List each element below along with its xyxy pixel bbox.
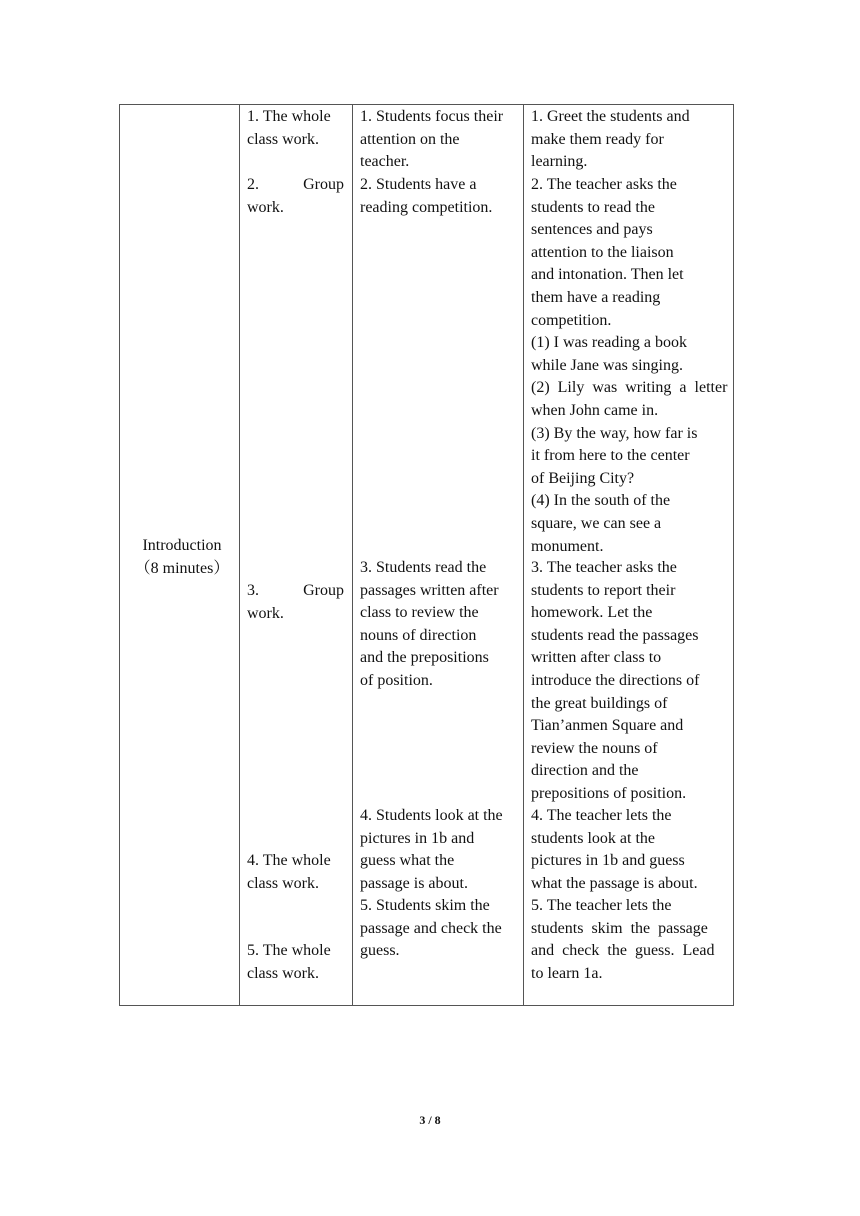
col_students-line: reading competition. bbox=[360, 198, 493, 216]
col_modes-item-first-line bbox=[247, 174, 344, 197]
col_modes-item bbox=[247, 174, 344, 219]
col_modes-item bbox=[247, 106, 331, 151]
col_modes-word: Group bbox=[303, 176, 344, 193]
col_modes-item bbox=[247, 580, 344, 625]
col_teacher-line: students to read the bbox=[531, 198, 655, 216]
column-divider-3 bbox=[523, 105, 524, 1005]
col_teacher-line: them have a reading bbox=[531, 288, 661, 306]
col_students-line: nouns of direction bbox=[360, 626, 477, 644]
column-divider-1 bbox=[239, 105, 240, 1005]
col_teacher-line: 3. The teacher asks the bbox=[531, 559, 677, 576]
col_teacher-line: students read the passages bbox=[531, 626, 699, 644]
col_teacher-line: what the passage is about. bbox=[531, 874, 698, 892]
col_teacher-line: 1. Greet the students and bbox=[531, 108, 690, 125]
col_modes-word: Group bbox=[303, 582, 344, 599]
col_teacher-line: pictures in 1b and guess bbox=[531, 852, 685, 870]
col_modes-line: work. bbox=[247, 604, 284, 622]
col_teacher-line: make them ready for bbox=[531, 130, 664, 148]
col_modes-word: 3. bbox=[247, 582, 259, 599]
stage-cell bbox=[127, 535, 237, 580]
col_teacher-item bbox=[531, 805, 698, 895]
col_teacher-line: direction and the bbox=[531, 762, 639, 780]
col_modes-line: 4. The whole bbox=[247, 852, 331, 869]
col_teacher-line: homework. Let the bbox=[531, 604, 653, 622]
col_teacher-line: 4. The teacher lets the bbox=[531, 807, 672, 824]
col_teacher-line: learning. bbox=[531, 153, 588, 171]
col_teacher-line: competition. bbox=[531, 311, 612, 329]
col_teacher-line: introduce the directions of bbox=[531, 671, 700, 689]
col_students-line: 3. Students read the bbox=[360, 559, 487, 576]
col_teacher-item bbox=[531, 174, 727, 558]
col_teacher-line: square, we can see a bbox=[531, 514, 662, 532]
col_teacher-item bbox=[531, 557, 699, 806]
col_teacher-line: Tian’anmen Square and bbox=[531, 717, 684, 735]
col_teacher-line: monument. bbox=[531, 537, 604, 555]
col_students-line: teacher. bbox=[360, 153, 410, 171]
col_modes-line: class work. bbox=[247, 874, 319, 892]
col_students-line: pictures in 1b and bbox=[360, 829, 475, 847]
col_students-line: of position. bbox=[360, 671, 433, 689]
col_teacher-line: 2. The teacher asks the bbox=[531, 176, 677, 193]
col_students-item bbox=[360, 106, 503, 174]
col_students-line: attention on the bbox=[360, 130, 460, 148]
col_modes-line: 5. The whole bbox=[247, 942, 331, 959]
col_students-line: 5. Students skim the bbox=[360, 897, 490, 914]
col_teacher-item bbox=[531, 895, 714, 985]
col_students-item bbox=[360, 557, 499, 693]
col_students-line: 4. Students look at the bbox=[360, 807, 503, 824]
col_teacher-line: prepositions of position. bbox=[531, 784, 687, 802]
col_students-item bbox=[360, 174, 492, 219]
col_teacher-line: sentences and pays bbox=[531, 221, 653, 239]
col_teacher-line: and intonation. Then let bbox=[531, 266, 684, 284]
col_students-line: passages written after bbox=[360, 581, 499, 599]
col_teacher-line: students skim the passage bbox=[531, 919, 708, 937]
col_modes-line: class work. bbox=[247, 130, 319, 148]
stage-duration: （8 minutes） bbox=[134, 559, 230, 577]
col_teacher-line: (2) Lily was writing a letter bbox=[531, 379, 728, 397]
page-number: 3 / 8 bbox=[419, 1113, 441, 1127]
stage-name: Introduction bbox=[142, 537, 222, 554]
col_students-item bbox=[360, 805, 503, 895]
col_modes-item-first-line bbox=[247, 580, 344, 603]
col_teacher-line: to learn 1a. bbox=[531, 964, 603, 982]
col_teacher-line: while Jane was singing. bbox=[531, 356, 683, 374]
col_teacher-line: written after class to bbox=[531, 649, 662, 667]
col_students-line: passage and check the bbox=[360, 919, 502, 937]
col_students-item bbox=[360, 895, 502, 963]
col_teacher-line: students to report their bbox=[531, 581, 676, 599]
col_students-line: guess. bbox=[360, 942, 400, 960]
col_modes-line: 1. The whole bbox=[247, 108, 331, 125]
col_teacher-line: (3) By the way, how far is bbox=[531, 424, 698, 442]
lesson-plan-table bbox=[119, 104, 734, 1006]
col_modes-word: 2. bbox=[247, 176, 259, 193]
col_students-line: 2. Students have a bbox=[360, 176, 477, 193]
col_teacher-line: when John came in. bbox=[531, 401, 659, 419]
col_modes-line: work. bbox=[247, 198, 284, 216]
col_modes-item bbox=[247, 940, 331, 985]
col_teacher-line: it from here to the center bbox=[531, 447, 690, 465]
col_teacher-line: of Beijing City? bbox=[531, 469, 635, 487]
col_modes-item bbox=[247, 850, 331, 895]
col_students-line: class to review the bbox=[360, 604, 479, 622]
col_students-line: guess what the bbox=[360, 852, 455, 870]
col_teacher-line: attention to the liaison bbox=[531, 243, 674, 261]
col_teacher-line: (1) I was reading a book bbox=[531, 334, 687, 352]
col_teacher-item bbox=[531, 106, 690, 174]
col_teacher-line: the great buildings of bbox=[531, 694, 668, 712]
col_students-line: passage is about. bbox=[360, 874, 468, 892]
col_teacher-line: review the nouns of bbox=[531, 739, 658, 757]
column-divider-2 bbox=[352, 105, 353, 1005]
col_teacher-line: and check the guess. Lead bbox=[531, 942, 715, 960]
col_students-line: and the prepositions bbox=[360, 649, 489, 667]
col_teacher-line: (4) In the south of the bbox=[531, 492, 671, 510]
col_students-line: 1. Students focus their bbox=[360, 108, 504, 125]
col_teacher-line: 5. The teacher lets the bbox=[531, 897, 672, 914]
col_teacher-line: students look at the bbox=[531, 829, 655, 847]
col_modes-line: class work. bbox=[247, 964, 319, 982]
